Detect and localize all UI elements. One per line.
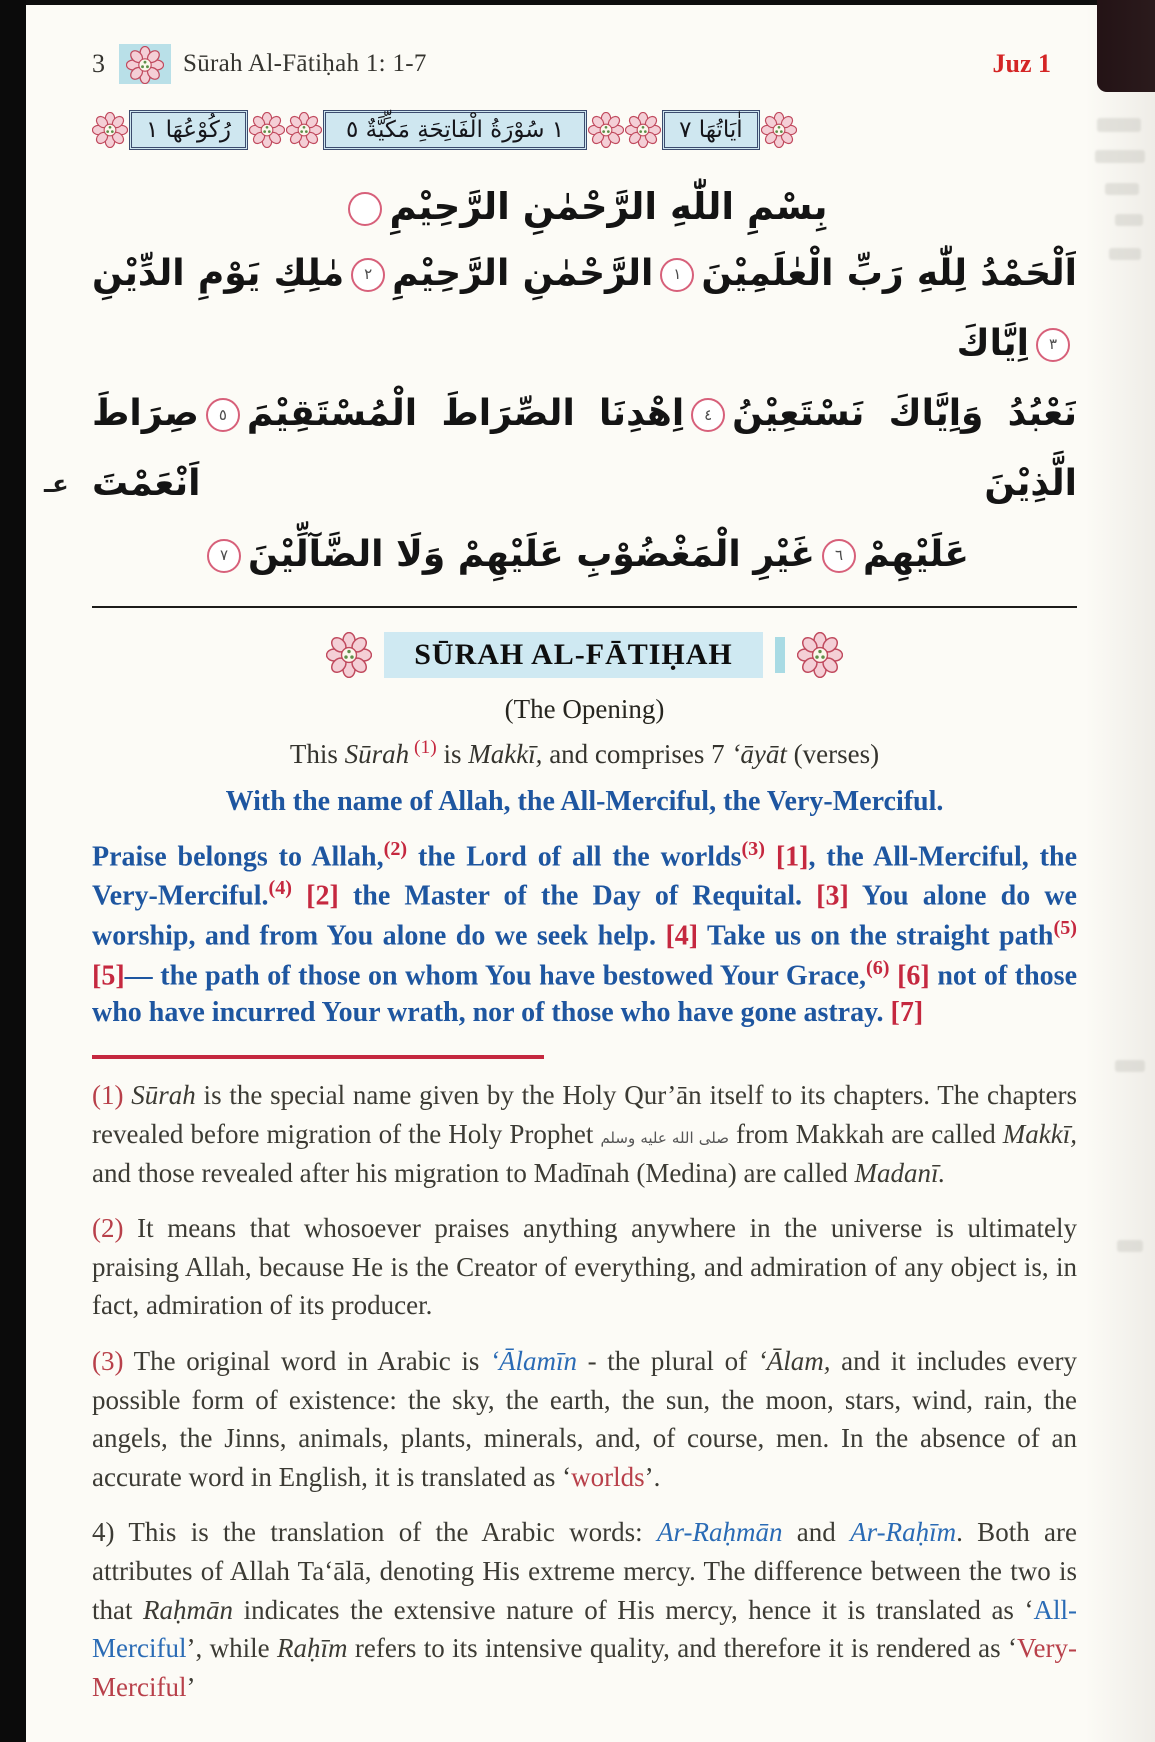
surah-title: SŪRAH AL-FĀTIḤAH [384,632,763,678]
page-bleed-artifact [1117,1240,1143,1252]
page-number: 3 [92,49,105,78]
header-rosette-highlight [119,44,171,84]
surah-name-box: ١ سُوْرَةُ الْفَاتِحَةِ مَكِّيَّةٌ ٥ [323,110,587,150]
footnote-3: (3) The original word in Arabic is ‘Ālamīn - the plural of ‘Ālam, and it includes every possible form of existence: the sky, the earth, the sun, the moon, stars, wind, rain, the angels, the Jinns, animals, plants, minerals, and, of course, men. In the absence of an accurate word in English, it is translated as ‘worlds’. [92,1345,1077,1492]
page-bleed-artifact [1115,214,1143,226]
rosette-icon [92,112,128,148]
quran-line: اَلْحَمْدُ لِلّٰهِ رَبِّ الْعٰلَمِيْنَ١الرَّحْمٰنِ الرَّحِيْمِ٢مٰلِكِ يَوْمِ الدِّيْنِ٣اِيَّاكَ [92,252,1077,365]
scan-gutter-shade [1085,0,1155,1742]
footnote-2: (2) It means that whosoever praises anything anywhere in the universe is ultimately praising Allah, because He is the Creator of everything, and admiration of any object is, in fact, admiration of its producer. [92,1213,1078,1321]
scan-edge-top [0,0,1155,5]
bismillah-line: بِسْمِ اللّٰهِ الرَّحْمٰنِ الرَّحِيْمِ [92,176,1077,239]
quran-arabic-block [92,176,1077,590]
translation-paragraph: Praise belongs to Allah,$^{(2)}$ the Lord of all the worlds$^{(3)}$ [1], the All-Merciful, the Very-Merciful.$^{(4)}$ [2] the Master of the Day of Requital. [3] You alone do we worship, and from You alone do we seek help. [4] Take us on the straight path$^{(5)}$ [5]— the path of those on whom You have bestowed Your Grace,$^{(6)}$ [6] not of those who have incurred Your wrath, nor of those who have gone astray. [7] [92,837,1078,1029]
bismillah-translation: With the name of Allah, the All-Merciful, the Very-Merciful. [225,785,944,817]
page-header [92,44,1077,84]
surah-title-row [92,632,1077,678]
rosette-icon [588,112,624,148]
scan-edge-left [0,0,26,1742]
rosette-icon [326,632,372,678]
surah-intro-line: This Sūrah $^{(1)}$ is Makkī, and comprises 7 ‘āyāt (verses) [289,736,880,769]
juz-label: Juz 1 [992,49,1051,78]
quran-line: نَعْبُدُ وَاِيَّاكَ نَسْتَعِيْنُ٤اِهْدِنَا الصِّرَاطَ الْمُسْتَقِيْمَ٥صِرَاطَ الَّذِيْنَ اَنْعَمْتَ [92,393,1077,505]
footnote-1: (1) Sūrah is the special name given by the Holy Qur’ān itself to its chapters. The chapters revealed before migration of the Holy Prophet صلى الله عليه وسلم from Makkah are called Makkī, and those revealed after his migration to Madīnah (Medina) are called Madanī. [92,1080,1077,1188]
ayah-count-box: اٰيَاتُهَا ٧ [662,110,759,150]
page-bleed-artifact [1115,1060,1145,1072]
rosette-icon [797,632,843,678]
rosette-icon [286,112,322,148]
footnote-4: 4) This is the translation of the Arabic words: Ar-Raḥmān and Ar-Raḥīm. Both are attributes of Allah Ta‘ālā, denoting His extreme mercy. The difference between the two is that Raḥmān indicates the extensive nature of His mercy, hence it is translated as ‘All-Merciful’, while Raḥīm refers to its intensive quality, and therefore it is rendered as ‘Very-Merciful’ [92,1517,1078,1702]
page-bleed-artifact [1097,118,1141,132]
ruku-margin-mark: عـ [44,470,69,498]
header-title: Sūrah Al-Fātiḥah 1: 1-7 [183,50,427,77]
page-bleed-artifact [1109,248,1141,260]
teal-ornament-bar [775,637,785,673]
quran-line: عَلَيْهِمْ٦غَيْرِ الْمَغْضُوْبِ عَلَيْهِمْ وَلَا الضَّآلِّيْنَ٧ [92,520,1077,590]
page-bleed-artifact [1105,183,1139,195]
rosette-icon [249,112,285,148]
rosette-icon [625,112,661,148]
surah-subtitle: (The Opening) [504,693,665,724]
rosette-icon [761,112,797,148]
ruku-count-box: رُكُوْعُهَا ١ [129,110,248,150]
footnote-divider-rule [92,1055,544,1059]
rosette-icon [126,46,164,84]
surah-info-band [92,110,892,150]
section-divider-rule [92,606,1077,608]
page-bleed-artifact [1095,150,1145,163]
